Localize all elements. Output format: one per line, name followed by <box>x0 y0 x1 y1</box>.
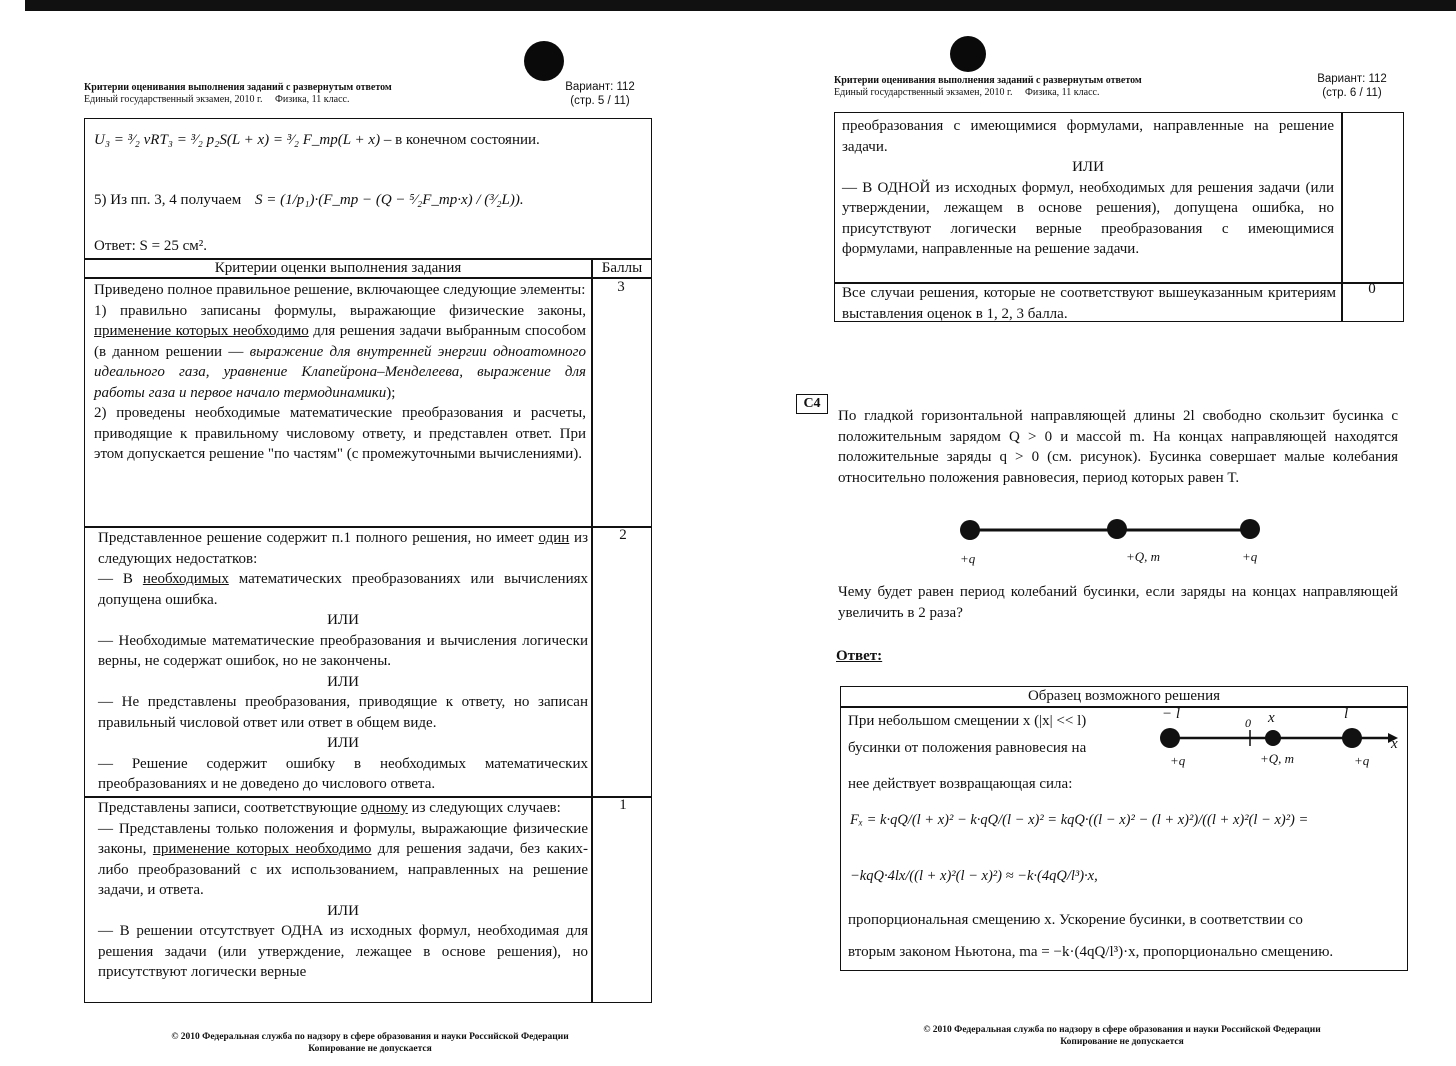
row1-p1u: одному <box>360 800 408 816</box>
row3-p2c: ); <box>386 384 396 401</box>
row2-criteria <box>98 528 588 795</box>
right-variant <box>1312 72 1392 100</box>
sol-label-q-left: +q <box>1170 753 1186 768</box>
right-cont-or: ИЛИ <box>1072 159 1104 175</box>
sol-label-minus-l: − l <box>1162 706 1181 722</box>
right-footer <box>872 1024 1372 1048</box>
formula-s: S = (1/p₁)·(F_тр − (Q − ⁵⁄₂F_тр·x) / (³⁄₂L)). <box>254 192 524 208</box>
row3-p3: 2) проведены необходимые математические преобразования и расчеты, приводящие к правильному числовому ответу, и представлен ответ. При этом допускается решение "по частям" (с промежуточными вычислениями). <box>94 405 586 462</box>
row3-p2u: применение которых необходимо <box>94 323 309 339</box>
left-footer-line1: © 2010 Федеральная служба по надзору в сфере образования и науки Российской Федерации <box>171 1032 569 1042</box>
fig-label-bead: +Q, m <box>1126 549 1161 564</box>
row2-or-3: ИЛИ <box>327 735 359 751</box>
scan-top-border <box>25 0 1456 11</box>
right-cont-criteria <box>842 116 1334 260</box>
left-variant <box>560 80 640 108</box>
answer-line: Ответ: S = 25 см². <box>94 238 207 254</box>
right-cont-p1: преобразования с имеющимися формулами, направленные на решение задачи. <box>842 118 1334 155</box>
row2-or-2: ИЛИ <box>327 673 359 690</box>
right-cont-p2: — В ОДНОЙ из исходных формул, необходимых для решения задачи (или утверждении, лежащем в основе решения), допущена ошибка, но присутствуют логически верные преобразования с имеющимися формулами, направленные на решение задачи. <box>842 179 1334 257</box>
formula-u3-tail: – в конечном состоянии. <box>380 132 540 148</box>
right-variant-label: Вариант: 112 <box>1317 73 1387 85</box>
row3-p2b: для решения задачи выбранным способом (в данном решении — <box>94 323 587 360</box>
row1-score: 1 <box>619 797 627 813</box>
solution-p1 <box>848 711 1148 758</box>
row2-score: 2 <box>619 527 627 543</box>
sol-label-q-right: +q <box>1354 753 1370 768</box>
left-variant-label: Вариант: 112 <box>565 81 635 93</box>
row2-p2a: — В <box>98 571 143 587</box>
row1-criteria <box>98 798 588 983</box>
table-header-points: Баллы <box>601 260 643 276</box>
right-header-subtitle: Единый государственный экзамен, 2010 г. Физика, 11 класс. <box>834 87 1100 98</box>
sol-label-l: l <box>1344 706 1349 722</box>
formula-u3: U₃ = ³⁄₂ νRT₃ = ³⁄₂ p₂S(L + x) = ³⁄₂ F_тр(L + x) <box>94 132 381 148</box>
solution-p2: нее действует возвращающая сила: <box>848 776 1073 792</box>
row3-p1: Приведено полное правильное решение, включающее следующие элементы: <box>94 282 586 298</box>
row1-p2b: для решения задачи, без каких-либо преобразований с их использованием, направленных на решение задачи, и ответа. <box>98 841 588 898</box>
solution-p1-line1: При небольшом смещении x (|x| << l) <box>848 713 1087 729</box>
formula-force-1: Fₓ = k·qQ/(l + x)² − k·qQ/(l − x)² = kqQ·((l − x)² − (l + x)²)/((l + x)²(l − x)²) = <box>850 812 1309 828</box>
row2-p1a: Представленное решение содержит п.1 полного решения, но имеет <box>98 530 539 546</box>
right-footer-line2: Копирование не допускается <box>1060 1037 1184 1047</box>
sol-label-axis-x: x <box>1391 736 1398 752</box>
row3-score: 3 <box>617 279 625 295</box>
right-row0-criteria: Все случаи решения, которые не соответствуют вышеуказанным критериям выставления оценок в 1, 2, 3 балла. <box>842 285 1336 322</box>
bead <box>1107 519 1127 539</box>
row2-p2 <box>98 569 588 610</box>
charge-right <box>1240 519 1260 539</box>
row1-p1a: Представлены записи, соответствующие <box>98 800 361 816</box>
row2-p4: — Не представлены преобразования, приводящие к ответу, но записан правильный числовой ответ или ответ в общем виде. <box>98 694 588 731</box>
row3-criteria <box>94 280 586 465</box>
left-header-title: Критерии оценивания выполнения заданий с развернутым ответом <box>84 82 392 93</box>
row2-or-1: ИЛИ <box>327 612 359 628</box>
sol-label-bead: +Q, m <box>1260 751 1295 766</box>
sol-label-x: x <box>1268 710 1275 726</box>
row3-p2i: выражение для внутренней энергии одноатомного идеального газа, уравнение Клапейрона–Менделеева, выражение для работы газа и первое начало термодинамики <box>94 343 586 401</box>
task-figure <box>950 512 1270 572</box>
punch-hole-left <box>524 41 564 81</box>
solution-title: Образец возможного решения <box>1027 688 1221 704</box>
right-header <box>834 75 1142 99</box>
row3-p2 <box>94 301 586 404</box>
left-footer-line2: Копирование не допускается <box>308 1044 432 1054</box>
row1-p2a: — Представлены только положения и формулы, выражающие физические законы, <box>98 820 588 857</box>
solution-p3: пропорциональная смещению x. Ускорение бусинки, в соответствии со <box>848 912 1303 928</box>
right-header-title: Критерии оценивания выполнения заданий с развернутым ответом <box>834 75 1142 86</box>
task-question: Чему будет равен период колебаний бусинки, если заряды на концах направляющей увеличить в 2 раза? <box>838 584 1398 621</box>
left-footer <box>120 1031 620 1055</box>
solution-p1-line2: бусинки от положения равновесия на <box>848 739 1087 756</box>
row1-or: ИЛИ <box>327 902 359 919</box>
left-header <box>84 82 392 106</box>
left-page-number: (стр. 5 / 11) <box>570 95 630 107</box>
right-footer-line1: © 2010 Федеральная служба по надзору в сфере образования и науки Российской Федерации <box>923 1025 1321 1035</box>
row0-score: 0 <box>1368 281 1376 297</box>
row1-p2 <box>98 819 588 901</box>
row1-p2u: применение которых необходимо <box>152 841 372 857</box>
fig-label-right: +q <box>1242 549 1258 564</box>
charge-left <box>960 520 980 540</box>
left-header-subtitle: Единый государственный экзамен, 2010 г. Физика, 11 класс. <box>84 94 350 105</box>
formula-internal-energy <box>94 132 540 149</box>
answer-label: Ответ: <box>836 648 883 664</box>
sol-charge-left <box>1160 728 1180 748</box>
step5 <box>94 192 524 209</box>
left-points-column-rule <box>591 258 593 1003</box>
sol-bead <box>1265 730 1281 746</box>
sol-charge-right <box>1342 728 1362 748</box>
formula-force-2: −kqQ·4lx/((l + x)²(l − x)²) ≈ −k·(4qQ/l³)·x, <box>850 868 1098 884</box>
right-page-number: (стр. 6 / 11) <box>1322 87 1382 99</box>
step5-text: 5) Из пп. 3, 4 получаем <box>94 192 242 208</box>
row2-p1u: один <box>538 530 570 546</box>
punch-hole-right <box>950 36 986 72</box>
row3-p2a: 1) правильно записаны формулы, выражающие физические законы, <box>94 302 586 319</box>
task-c4-text: По гладкой горизонтальной направляющей длины 2l свободно скользит бусинка с положительным зарядом Q > 0 и массой m. На концах направляющей находятся положительные заряды q > 0 (см. рисунок). Бусинка совершает малые колебания относительно положения равновесия, период которых равен T. <box>838 408 1398 486</box>
row2-p1 <box>98 528 588 569</box>
row2-p3: — Необходимые математические преобразования и вычисления логически верны, не содержат ошибок, но не закончены. <box>98 632 588 669</box>
row2-p5: — Решение содержит ошибку в необходимых математических преобразованиях и не доведено до числового ответа. <box>98 755 588 792</box>
sol-label-zero: 0 <box>1245 716 1251 730</box>
row2-p2b: математических преобразованиях или вычислениях допущена ошибка. <box>98 571 588 608</box>
row1-p3: — В решении отсутствует ОДНА из исходных формул, необходимая для решения задачи (или утверждение, лежащее в основе решения), но присутствуют логически верные <box>98 923 588 980</box>
row2-p1b: из следующих недостатков: <box>98 530 589 567</box>
task-id-badge: C4 <box>796 394 828 414</box>
solution-p4: вторым законом Ньютона, ma = −k·(4qQ/l³)·x, пропорционально смещению. <box>848 944 1334 960</box>
fig-label-left: +q <box>960 551 976 566</box>
row1-p1b: из следующих случаев: <box>407 800 561 816</box>
row1-p1 <box>98 798 588 819</box>
table-header-criteria: Критерии оценки выполнения задания <box>214 260 462 276</box>
row2-p2u: необходимых <box>142 571 229 587</box>
